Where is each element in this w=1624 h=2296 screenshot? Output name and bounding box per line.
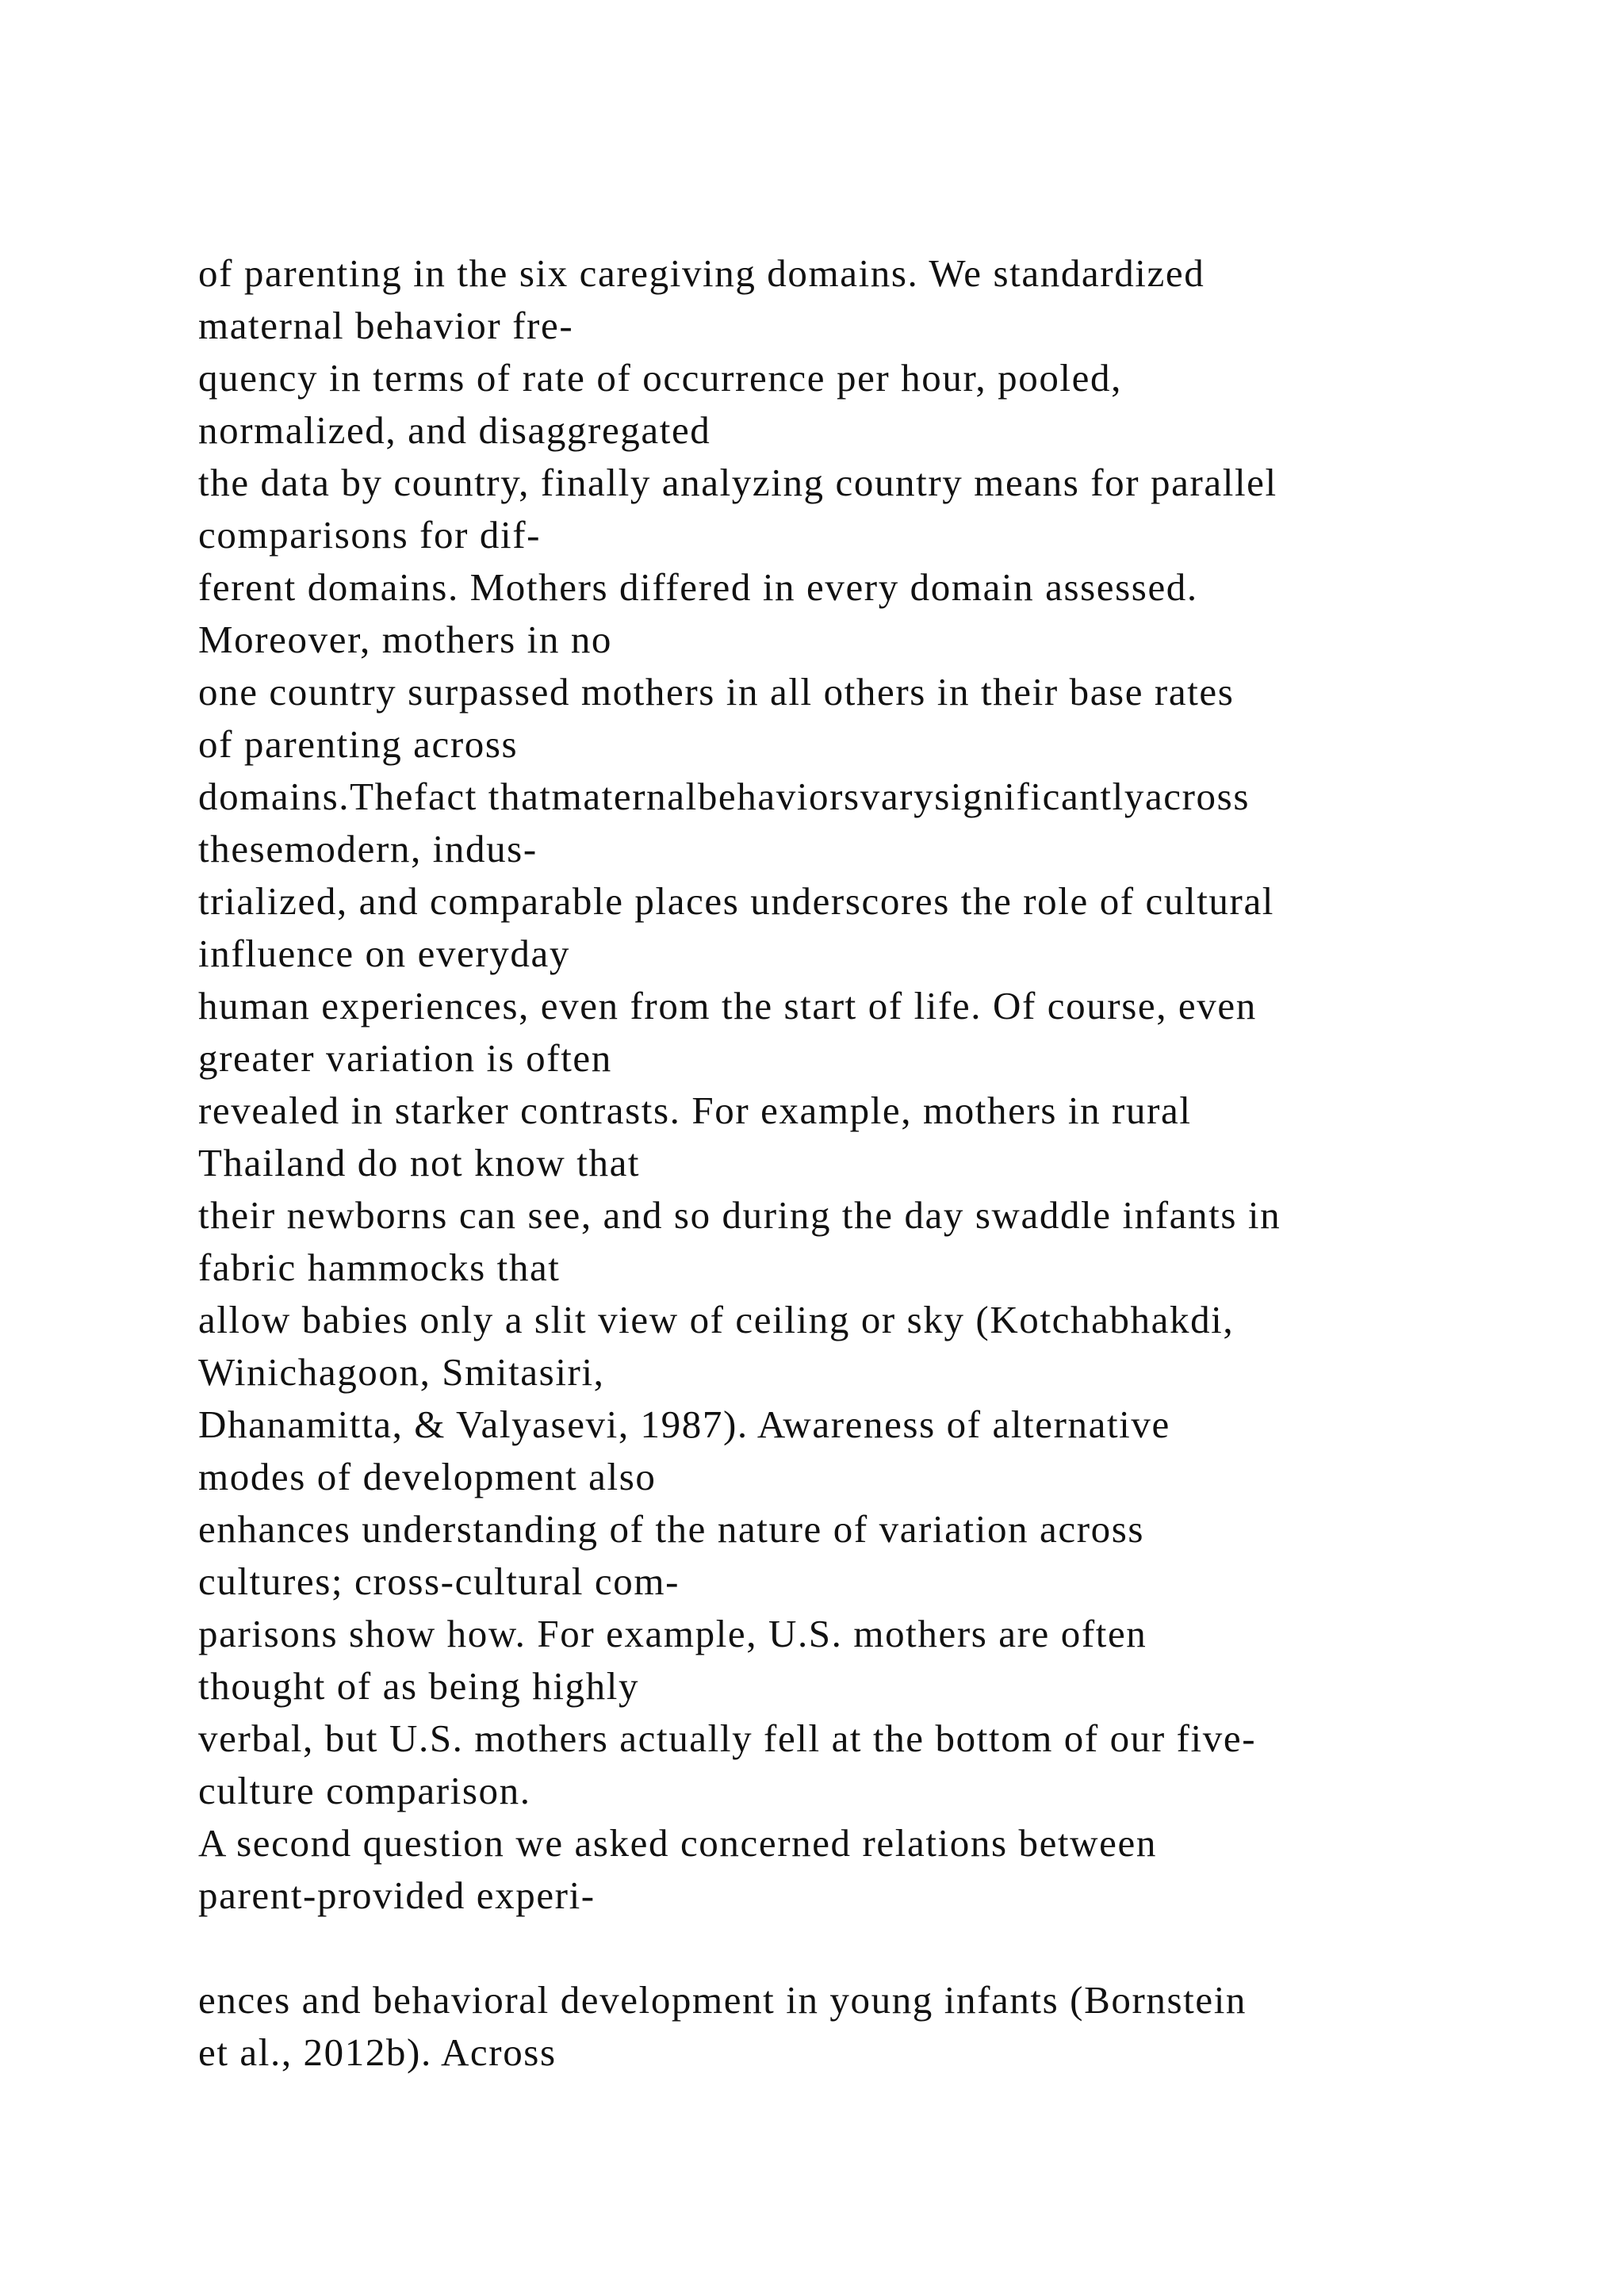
text-line: Moreover, mothers in no (198, 618, 613, 661)
text-line: verbal, but U.S. mothers actually fell at the bottom of our five- (198, 1716, 1257, 1760)
text-line: their newborns can see, and so during the day swaddle infants in (198, 1193, 1281, 1237)
text-line: comparisons for dif- (198, 513, 542, 557)
text-line: of parenting across (198, 722, 519, 766)
text-line: greater variation is often (198, 1036, 612, 1080)
text-line: Winichagoon, Smitasiri, (198, 1350, 605, 1394)
text-line: influence on everyday (198, 932, 570, 975)
text-line: fabric hammocks that (198, 1246, 561, 1289)
text-line: cultures; cross-cultural com- (198, 1559, 680, 1603)
text-line: maternal behavior fre- (198, 304, 574, 347)
text-line: A second question we asked concerned relations between (198, 1821, 1157, 1865)
text-line: human experiences, even from the start of life. Of course, even (198, 984, 1257, 1027)
text-line: Thailand do not know that (198, 1141, 641, 1184)
text-line: parent-provided experi- (198, 1873, 596, 1917)
text-line: of parenting in the six caregiving domains. We standardized (198, 251, 1205, 295)
text-line: ences and behavioral development in young infants (Bornstein (198, 1978, 1247, 2022)
text-line: culture comparison. (198, 1769, 531, 1812)
body-text (198, 247, 1499, 2079)
text-line: the data by country, finally analyzing country means for parallel (198, 461, 1277, 504)
text-line: one country surpassed mothers in all others in their base rates (198, 670, 1235, 714)
text-line: et al., 2012b). Across (198, 2030, 557, 2074)
text-line: allow babies only a slit view of ceiling or sky (Kotchabhakdi, (198, 1298, 1235, 1341)
text-line: thought of as being highly (198, 1664, 640, 1708)
text-line: modes of development also (198, 1455, 657, 1498)
text-line: Dhanamitta, & Valyasevi, 1987). Awareness of alternative (198, 1402, 1170, 1446)
text-line: normalized, and disaggregated (198, 408, 711, 452)
text-line: quency in terms of rate of occurrence per hour, pooled, (198, 356, 1122, 400)
text-line: revealed in starker contrasts. For example, mothers in rural (198, 1089, 1192, 1132)
text-line: domains.Thefact thatmaternalbehaviorsvarysignificantlyacross (198, 775, 1250, 818)
paragraph-gap (198, 1922, 1499, 1974)
text-line: parisons show how. For example, U.S. mothers are often (198, 1612, 1147, 1655)
text-line: trialized, and comparable places underscores the role of cultural (198, 879, 1275, 923)
text-line: ferent domains. Mothers differed in every domain assessed. (198, 565, 1198, 609)
text-line: enhances understanding of the nature of variation across (198, 1507, 1145, 1551)
text-line: thesemodern, indus- (198, 827, 538, 871)
